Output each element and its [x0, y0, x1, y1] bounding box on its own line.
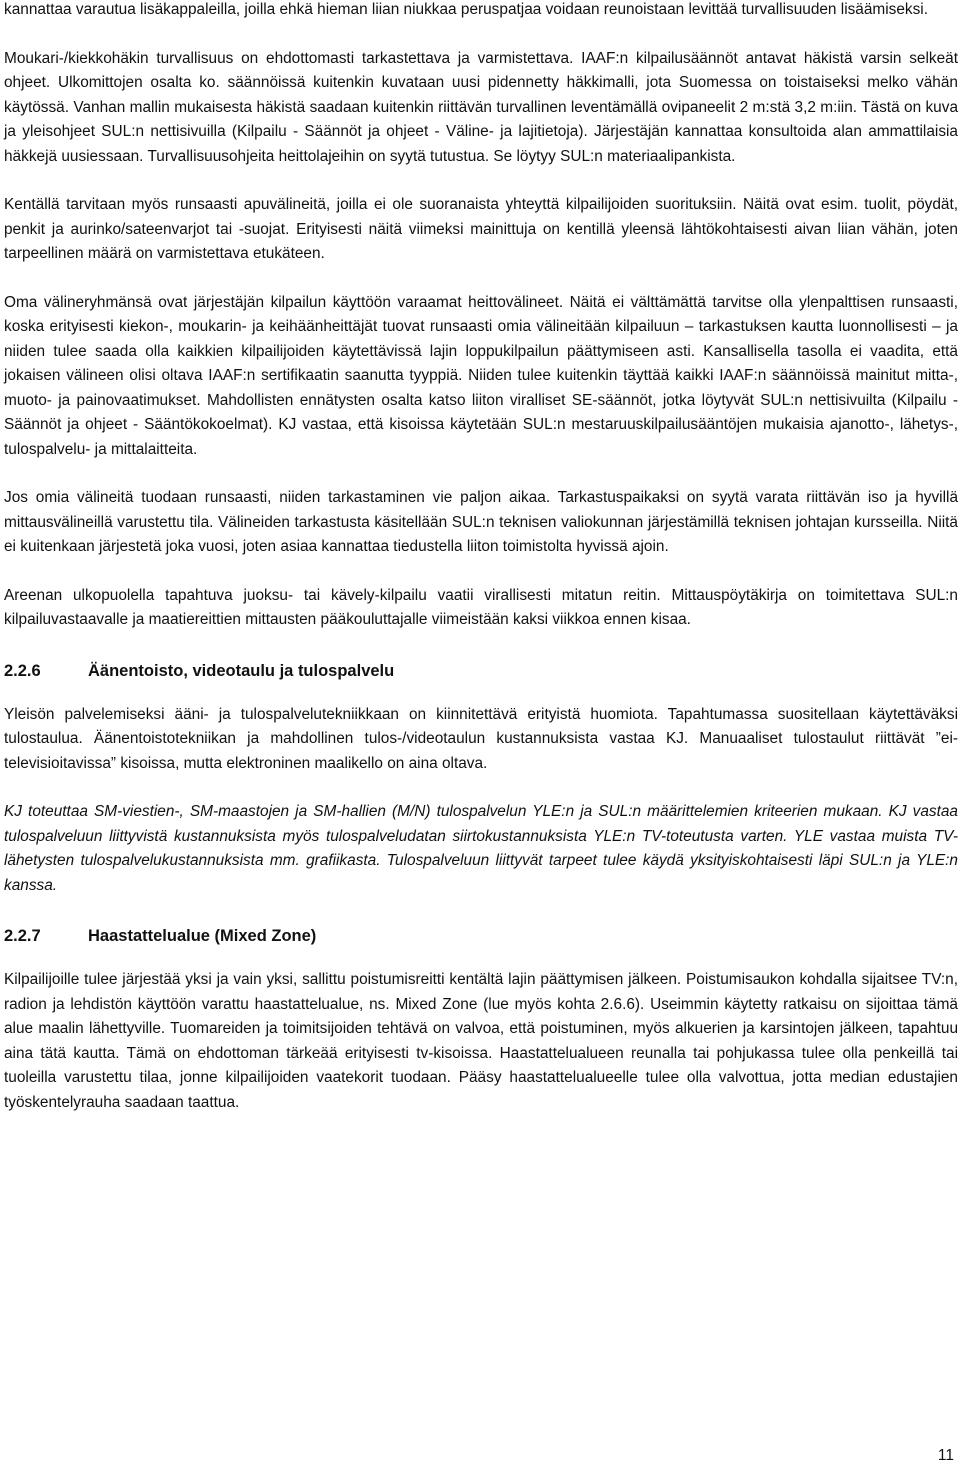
paragraph-mattress: kannattaa varautua lisäkappaleilla, joilla ehkä hieman liian niukkaa peruspatjaa voidaan reunoistaan levittää turvallisuuden lisäämiseksi.: [4, 1, 929, 18]
paragraph-mixed-zone: Kilpailijoille tulee järjestää yksi ja vain yksi, sallittu poistumisreitti kentältä lajin päättymisen jälkeen. Poistumisaukon kohdalla sijaitsee TV:n, radion ja lehdistön käyttöön varattu haastattelualue, ns. Mixed Zone (lue myös kohta 2.6.6). Useimmin käytetty ratkaisu on sijoittaa tämä alue maalin lähettyville. Tuomareiden ja toimitsijoiden tehtävä on valvoa, että poistuminen, myös alkuerien ja karsintojen jälkeen, tapahtuu aina tätä kautta. Tämä on ehdottoman tärkeää erityisesti tv-kisoissa. Haastattelualueen reunalla tai pohjukassa tulee olla penkeillä tai tuoleilla varustettu tilaa, jonne kilpailijoiden vaatekorit tuodaan. Pääsy haastattelualueelle tulee olla valvottua, jotta median edustajien työskentelyrauha saadaan taattua.: [4, 971, 958, 1111]
paragraph-throwing-implements: Oma välineryhmänsä ovat järjestäjän kilpailun käyttöön varaamat heittovälineet. Näitä ei välttämättä tarvitse olla ylenpalttisen runsaasti, koska erityisesti kiekon-, moukarin- ja keihäänheittäjät tuovat runsaasti omia välineitään kilpailuun – tarkastuksen kautta luonnollisesti – ja niiden tulee saada olla kaikkien kilpailijoiden käytettävissä lajin loppukilpailun päättymiseen asti. Kansallisella tasolla ei vaadita, että jokaisen välineen olisi oltava IAAF:n sertifikaatin saanutta tyyppiä. Niiden tulee kuitenkin täyttää kaikki IAAF:n säännöissä mainitut mitta-, muoto- ja painovaatimukset. Mahdollisten ennätysten osalta katso liiton viralliset SE-säännöt, jotka löytyvät SUL:n nettisivuilta (Kilpailu - Säännöt ja ohjeet - Sääntökokoelmat). KJ vastaa, että kisoissa käytetään SUL:n mestaruuskilpailusääntöjen mukaisia ajanotto-, lähetys-, tulospalvelu- ja mittalaitteita.: [4, 293, 958, 458]
section-number: 2.2.7: [4, 927, 41, 945]
paragraph-cage-safety: Moukari-/kiekkohäkin turvallisuus on ehdottomasti tarkastettava ja varmistettava. IAAF:n kilpailusäännöt antavat häkistä varsin selkeät ohjeet. Ulkomittojen osalta ko. säännöissä kuitenkin kuvataan uusi pidennetty häkkimalli, jota Suomessa on toistaiseksi melko vähän käytössä. Vanhan mallin mukaisesta häkistä saadaan kuitenkin riittävän turvallinen leventämällä ovipaneelit 2 m:stä 3,2 m:iin. Tästä on kuva ja yleisohjeet SUL:n nettisivuilla (Kilpailu - Säännöt ja ohjeet - Väline- ja lajitietoja). Järjestäjän kannattaa konsultoida alan ammattilaisia häkkejä uusiessaan. Turvallisuusohjeita heittolajeihin on syytä tutustua. Se löytyy SUL:n materiaalipankista.: [4, 49, 958, 165]
paragraph-sound-results: Yleisön palvelemiseksi ääni- ja tulospalvelutekniikkaan on kiinnitettävä erityistä huomiota. Tapahtumassa suositellaan käytettäväksi tulostaulua. Äänentoistotekniikan ja mahdollinen tulos-/videotaulun kustannuksista vastaa KJ. Manuaaliset tulostaulut riittävät ”ei-televisioitavissa” kisoissa, mutta elektroninen maalikello on aina oltava.: [4, 705, 958, 772]
paragraph-yle-results: KJ toteuttaa SM-viestien-, SM-maastojen ja SM-hallien (M/N) tulospalvelun YLE:n ja SUL:n määrittelemien kriteerien mukaan. KJ vastaa tulospalveluun liittyvistä kustannuksista myös tulospalveludatan siirtokustannuksista YLE:n TV-toteutusta varten. YLE vastaa muista TV-lähetysten tulospalvelukustannuksista mm. grafiikasta. Tulospalveluun liittyvät tarpeet tulee käydä yksityiskohtaisesti läpi SUL:n ja YLE:n kanssa.: [4, 803, 958, 894]
section-heading-227: [4, 924, 958, 948]
section-number: 2.2.6: [4, 661, 41, 680]
paragraph-field-equipment: Kentällä tarvitaan myös runsaasti apuvälineitä, joilla ei ole suoranaista yhteyttä kilpailijoiden suorituksiin. Näitä ovat esim. tuolit, pöydät, penkit ja aurinko/sateenvarjot tai -suojat. Erityisesti näitä viimeksi mainittuja on kentillä yleensä lähtökohtaisesti aivan liian vähän, joten tarpeellinen määrä on varmistettava etukäteen.: [4, 196, 958, 262]
section-title: Äänentoisto, videotaulu ja tulospalvelu: [88, 661, 395, 680]
document-body: [4, 0, 958, 1139]
section-title: Haastattelualue (Mixed Zone): [88, 927, 317, 945]
paragraph-road-race: Areenan ulkopuolella tapahtuva juoksu- tai kävely-kilpailu vaatii virallisesti mitatun reitin. Mittauspöytäkirja on toimitettava SUL:n kilpailuvastaavalle ja maatiereittien mittausten pääkouluttajalle viimeistään kaksi viikkoa ennen kisaa.: [4, 586, 958, 628]
page-number: 11: [937, 1447, 954, 1464]
section-heading-226: [4, 659, 958, 683]
paragraph-implement-inspection: Jos omia välineitä tuodaan runsaasti, niiden tarkastaminen vie paljon aikaa. Tarkastuspaikaksi on syytä varata riittävän iso ja hyvillä mittausvälineillä varustettu tila. Välineiden tarkastusta käsitellään SUL:n teknisen valiokunnan järjestämillä teknisen johtajan kursseilla. Niitä ei kuitenkaan järjestetä joka vuosi, joten asiaa kannattaa tiedustella liiton toimistolta hyvissä ajoin.: [4, 489, 958, 555]
